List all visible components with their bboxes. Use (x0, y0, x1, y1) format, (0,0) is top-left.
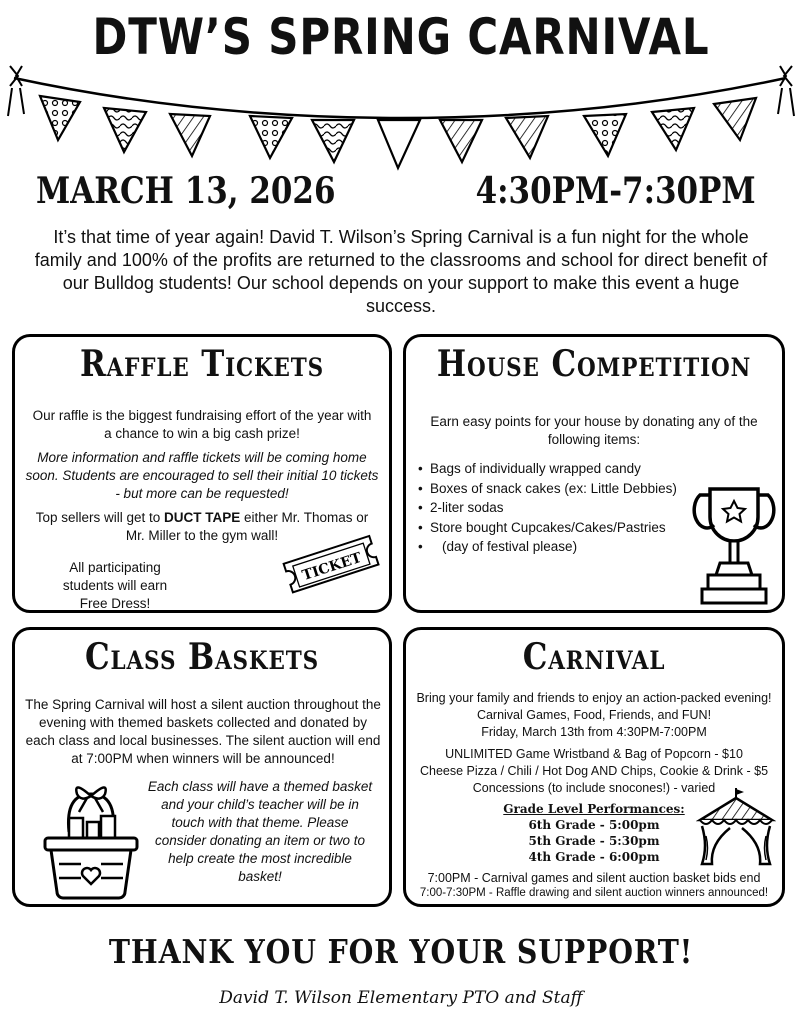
raffle-paragraph-2: More information and raffle tickets will be coming home soon. Students are encouraged to sell their initial 10 tickets - but more can be requested! (25, 450, 379, 501)
baskets-title: Class Baskets (85, 636, 319, 678)
event-time: 4:30PM-7:30PM (475, 170, 756, 212)
list-item: • Store bought Cupcakes/Cakes/Pastries (418, 518, 708, 538)
carnival-line-8: 7:00-7:30PM - Raffle drawing and silent auction winners announced! (419, 887, 769, 899)
trophy-icon (692, 481, 776, 609)
list-item: • 2-liter sodas (418, 498, 708, 518)
raffle-duct-tape: DUCT TAPE (164, 510, 241, 525)
class-baskets-card (12, 627, 392, 907)
carnival-card (403, 627, 785, 907)
house-intro: Earn easy points for your house by donating any of the following items: (430, 414, 758, 447)
raffle-p3-start: Top sellers will get to (35, 510, 164, 525)
list-item: • Bags of individually wrapped candy (418, 459, 708, 479)
performance-4th: 4th Grade - 6:00pm (528, 850, 660, 864)
bunting-banner-icon (0, 58, 802, 178)
list-item-note: • (day of festival please) (418, 537, 708, 557)
performance-5th: 5th Grade - 5:30pm (528, 834, 660, 848)
signature: David T. Wilson Elementary PTO and Staff (219, 988, 583, 1008)
ticket-icon-label: TICKET (300, 549, 364, 585)
carnival-line-7: 7:00PM - Carnival games and silent auction basket bids end (427, 871, 761, 885)
ticket-icon (277, 527, 387, 605)
performance-6th: 6th Grade - 5:00pm (528, 818, 660, 832)
raffle-paragraph-1: Our raffle is the biggest fundraising effort of the year with a chance to win a big cash prize! (32, 408, 372, 441)
raffle-p3-end: either Mr. Thomas or Mr. Miller to the gym wall! (125, 510, 369, 543)
house-title: House Competition (436, 343, 752, 385)
carnival-line-2: Carnival Games, Food, Friends, and FUN! (476, 708, 712, 722)
baskets-paragraph-1: The Spring Carnival will host a silent auction throughout the evening with themed baskets collected and donated by each class and local businesses. The silent auction will end at 7:00PM when winners will be announced! (25, 697, 381, 766)
carnival-line-4: UNLIMITED Game Wristband & Bag of Popcorn - $10 (445, 747, 743, 761)
circus-tent-stage-icon (696, 786, 776, 866)
house-competition-card (403, 334, 785, 613)
intro-paragraph: It’s that time of year again! David T. Wilson’s Spring Carnival is a fun night for the whole family and 100% of the profits are returned to the classrooms and school for direct benefit of our Bulldog students! Our school depends on your support to make this event a huge success. (34, 227, 768, 316)
donation-list (418, 459, 708, 557)
event-date: MARCH 13, 2026 (36, 170, 336, 212)
carnival-line-3: Friday, March 13th from 4:30PM-7:00PM (481, 725, 707, 739)
carnival-line-1: Bring your family and friends to enjoy an action-packed evening! (416, 691, 772, 705)
raffle-paragraph-4: All participating students will earn Free Dress! (62, 560, 168, 611)
raffle-tickets-card (12, 334, 392, 613)
carnival-line-5: Cheese Pizza / Chili / Hot Dog AND Chips, Cookie & Drink - $5 (419, 764, 769, 778)
performances-heading: Grade Level Performances: (503, 802, 685, 816)
gift-basket-icon (39, 774, 143, 902)
baskets-paragraph-2: Each class will have a themed basket and your child’s teacher will be in touch with that theme. Please consider donating an item or two to help create the most incredible basket! (147, 779, 373, 884)
raffle-title: Raffle Tickets (79, 343, 325, 385)
carnival-line-6: Concessions (to include snocones!) - varied (472, 781, 716, 795)
thank-you-banner: THANK YOU FOR YOUR SUPPORT! (108, 932, 694, 971)
flyer-title: DTW’S SPRING CARNIVAL (92, 8, 710, 66)
list-item: • Boxes of snack cakes (ex: Little Debbies) (418, 479, 708, 499)
carnival-title: Carnival (522, 636, 666, 678)
